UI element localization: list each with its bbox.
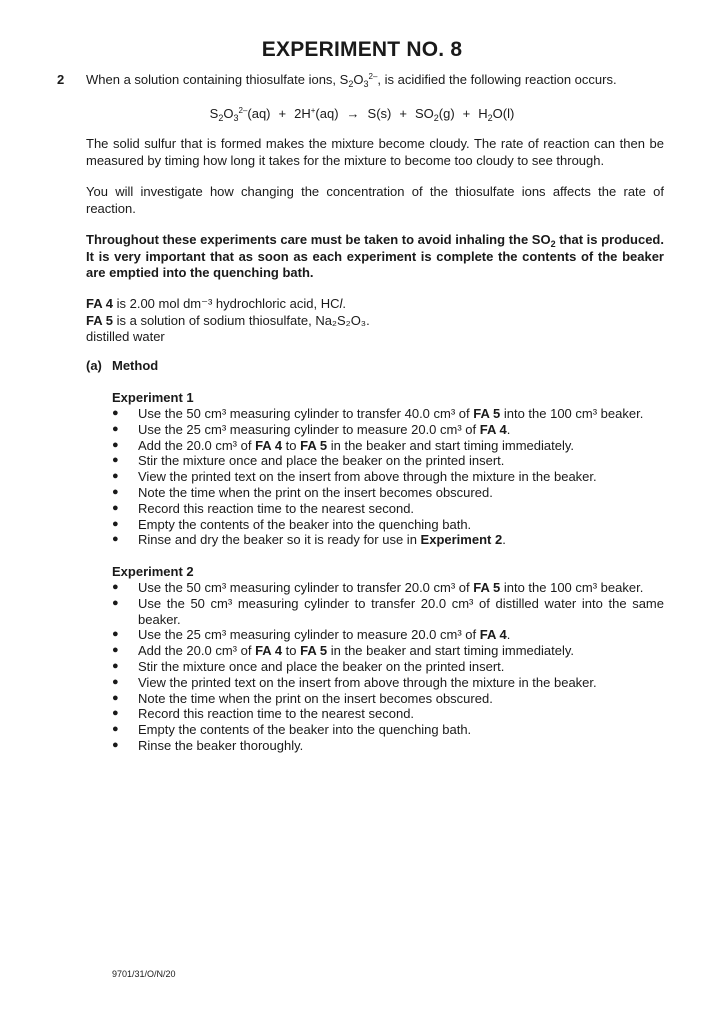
- bullet-icon: ●: [112, 422, 119, 435]
- experiment-2-step-3: [112, 627, 664, 643]
- step-text: Use the 50 cm³ measuring cylinder to transfer 40.0 cm³ of FA 5 into the 100 cm³ beaker.: [138, 406, 644, 421]
- bullet-icon: ●: [112, 644, 119, 657]
- page-footer-code: 9701/31/O/N/20: [112, 969, 176, 979]
- page-title: EXPERIMENT NO. 8: [261, 38, 463, 61]
- reagent-list: [86, 296, 664, 346]
- intro-before-formula: When a solution containing thiosulfate ions,: [86, 72, 340, 87]
- bullet-icon: ●: [112, 485, 119, 498]
- bullet-icon: ●: [112, 501, 119, 514]
- paragraph-investigation: You will investigate how changing the concentration of the thiosulfate ions affects the rate of reaction.: [86, 184, 664, 216]
- experiment-1-steps: [112, 406, 664, 548]
- bullet-icon: ●: [112, 438, 119, 451]
- paragraph-cloudiness: The solid sulfur that is formed makes the mixture become cloudy. The rate of reaction can then be measured by timing how long it takes for the mixture to become too cloudy to see through.: [86, 136, 664, 168]
- question-number: 2: [57, 72, 65, 87]
- part-a-title: Method: [112, 358, 159, 373]
- reagent-fa5: [86, 313, 664, 330]
- experiment-2-steps: [112, 580, 664, 754]
- step-text: Add the 20.0 cm³ of FA 4 to FA 5 in the beaker and start timing immediately.: [138, 437, 574, 453]
- part-a-label: (a): [86, 358, 102, 373]
- bullet-icon: ●: [112, 659, 119, 672]
- experiment-2-step-10: [112, 738, 664, 754]
- bullet-icon: ●: [112, 723, 119, 736]
- step-text: Record this reaction time to the nearest second.: [138, 500, 415, 516]
- experiment-1-step-5: [112, 469, 664, 485]
- experiment-1-step-1: [112, 406, 664, 422]
- step-text: View the printed text on the insert from above through the mixture in the beaker.: [138, 674, 597, 690]
- experiment-1-step-7: [112, 501, 664, 517]
- fa4-label: FA 4: [86, 296, 113, 311]
- reagent-water: distilled water: [86, 329, 165, 344]
- intro-paragraph: [86, 72, 664, 89]
- bullet-icon: ●: [112, 691, 119, 704]
- step-text: Empty the contents of the beaker into the quenching bath.: [138, 722, 472, 738]
- experiment-1-step-6: [112, 485, 664, 501]
- experiment-2-step-4: [112, 643, 664, 659]
- experiment-1-step-2: [112, 422, 664, 438]
- bullet-icon: ●: [112, 596, 119, 609]
- experiment-1-step-9: [112, 532, 664, 548]
- intro-after-formula: , is acidified the following reaction occurs.: [377, 72, 617, 87]
- bullet-icon: ●: [112, 454, 119, 467]
- step-text: Stir the mixture once and place the beaker on the printed insert.: [138, 658, 505, 674]
- experiment-1-step-8: [112, 517, 664, 533]
- step-text: Empty the contents of the beaker into the quenching bath.: [138, 516, 472, 532]
- experiment-1-heading: Experiment 1: [112, 390, 194, 405]
- experiment-1-step-4: [112, 453, 664, 469]
- part-a-heading: [86, 358, 158, 373]
- bullet-icon: ●: [112, 517, 119, 530]
- reaction-equation: $S_2O_3^{2-}(aq) + 2H^+(aq) \to S(s) + SO_2(g) + H_2O(l)$: [209, 106, 515, 123]
- step-text: Note the time when the print on the insert becomes obscured.: [138, 690, 493, 706]
- step-text: Use the 50 cm³ measuring cylinder to transfer 20.0 cm³ of FA 5 into the 100 cm³ beaker.: [138, 580, 644, 595]
- experiment-1-step-3: [112, 438, 664, 454]
- experiment-2-heading: Experiment 2: [112, 564, 194, 579]
- thiosulfate-formula: $S_2O_3^{2-}$: [339, 72, 378, 89]
- experiment-2-step-9: [112, 722, 664, 738]
- fa4-end: .: [342, 296, 346, 311]
- bullet-icon: ●: [112, 533, 119, 546]
- experiment-2-step-7: [112, 691, 664, 707]
- step-text: Use the 25 cm³ measuring cylinder to measure 20.0 cm³ of FA 4.: [138, 421, 511, 437]
- step-text: Rinse and dry the beaker so it is ready for use in Experiment 2.: [138, 532, 506, 548]
- step-text: Stir the mixture once and place the beaker on the printed insert.: [138, 453, 505, 469]
- fa4-description: is 2.00 mol dm⁻³ hydrochloric acid, HC: [112, 296, 340, 311]
- fa5-label: FA 5: [86, 312, 113, 328]
- warning-text-2: that is produced. It is very important that as soon as each experiment is complete the contents of the beaker are emptied into the quenching bath.: [86, 232, 664, 280]
- bullet-icon: ●: [112, 675, 119, 688]
- bullet-icon: ●: [112, 470, 119, 483]
- step-text: Add the 20.0 cm³ of FA 4 to FA 5 in the beaker and start timing immediately.: [138, 643, 574, 659]
- bullet-icon: ●: [112, 581, 119, 593]
- experiment-2-step-1: [112, 580, 664, 596]
- step-text: Note the time when the print on the insert becomes obscured.: [138, 484, 493, 500]
- fa4-italic-l: l: [339, 296, 343, 311]
- experiment-2-step-6: [112, 675, 664, 691]
- bullet-icon: ●: [112, 707, 119, 720]
- step-text: View the printed text on the insert from above through the mixture in the beaker.: [138, 469, 597, 485]
- safety-warning: Throughout these experiments care must be taken to avoid inhaling the $SO_2$ that is produced. It is very important that as soon as each experiment is complete the contents of the beaker are emptied into the quenching bath.: [86, 232, 664, 280]
- fa5-description: is a solution of sodium thiosulfate, Na₂S₂O₃.: [112, 312, 370, 328]
- reagent-fa4: [86, 296, 664, 313]
- bullet-icon: ●: [112, 628, 119, 641]
- step-text: Use the 50 cm³ measuring cylinder to transfer 20.0 cm³ of distilled water into the same beaker.: [138, 595, 664, 627]
- experiment-2-step-8: [112, 706, 664, 722]
- bullet-icon: ●: [112, 738, 119, 751]
- experiment-2-step-2: [112, 596, 664, 628]
- step-text: Use the 25 cm³ measuring cylinder to measure 20.0 cm³ of FA 4.: [138, 627, 511, 643]
- experiment-2-step-5: [112, 659, 664, 675]
- bullet-icon: ●: [112, 407, 119, 419]
- step-text: Rinse the beaker thoroughly.: [138, 737, 304, 753]
- step-text: Record this reaction time to the nearest second.: [138, 706, 415, 722]
- warning-text-1: Throughout these experiments care must be taken to avoid inhaling the SO: [86, 232, 551, 247]
